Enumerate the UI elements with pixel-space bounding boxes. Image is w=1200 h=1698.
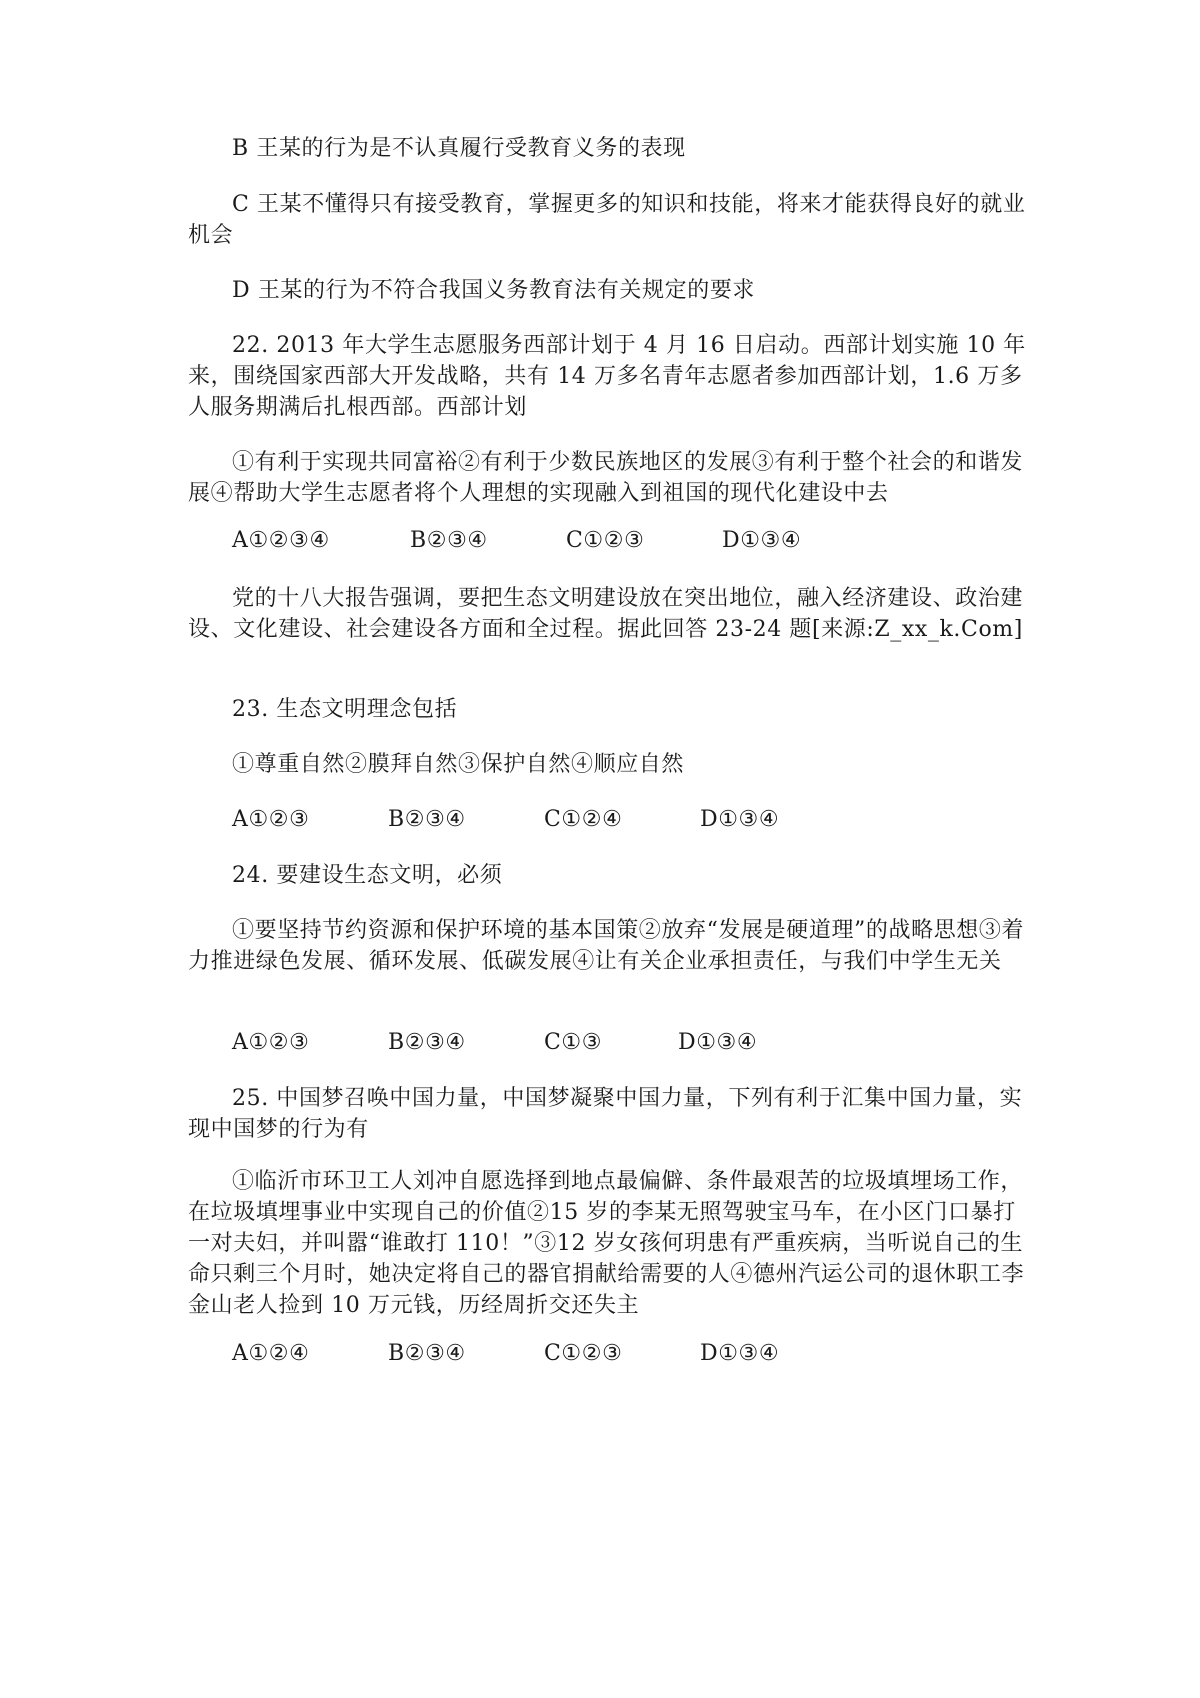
choice-c: C①③ bbox=[544, 1030, 603, 1055]
choice-b: B②③④ bbox=[388, 1030, 466, 1055]
option-d-text: D 王某的行为不符合我国义务教育法有关规定的要求 bbox=[232, 278, 756, 303]
choice-d: D①③④ bbox=[722, 528, 802, 553]
option-c-text: C 王某不懂得只有接受教育，掌握更多的知识和技能，将来才能获得良好的就业机会 bbox=[188, 192, 1026, 248]
choice-d: D①③④ bbox=[700, 807, 780, 832]
choice-c: C①②③ bbox=[566, 528, 645, 553]
question-23-stem: 23. 生态文明理念包括 bbox=[232, 697, 458, 722]
choice-a: A①②④ bbox=[232, 1341, 310, 1366]
choice-a: A①②③ bbox=[232, 1030, 310, 1055]
choice-d: D①③④ bbox=[678, 1030, 758, 1055]
question-24-stem: 24. 要建设生态文明，必须 bbox=[232, 863, 503, 888]
choice-c: C①②③ bbox=[544, 1341, 623, 1366]
choice-b: B②③④ bbox=[388, 1341, 466, 1366]
question-23-items: ①尊重自然②膜拜自然③保护自然④顺应自然 bbox=[232, 752, 685, 777]
intro-23-24: 党的十八大报告强调，要把生态文明建设放在突出地位，融入经济建设、政治建设、文化建设、社会建设各方面和全过程。据此回答 23-24 题[来源:Z_xx_k.Com] bbox=[188, 586, 1024, 642]
choice-a: A①②③④ bbox=[232, 528, 330, 553]
question-24-items: ①要坚持节约资源和保护环境的基本国策②放弃“发展是硬道理”的战略思想③着力推进绿色发展、循环发展、低碳发展④让有关企业承担责任，与我们中学生无关 bbox=[188, 918, 1025, 974]
choice-a: A①②③ bbox=[232, 807, 310, 832]
choice-c: C①②④ bbox=[544, 807, 623, 832]
question-25-stem: 25. 中国梦召唤中国力量，中国梦凝聚中国力量，下列有利于汇集中国力量，实现中国梦的行为有 bbox=[188, 1086, 1023, 1142]
question-22-items: ①有利于实现共同富裕②有利于少数民族地区的发展③有利于整个社会的和谐发展④帮助大学生志愿者将个人理想的实现融入到祖国的现代化建设中去 bbox=[188, 450, 1024, 506]
choice-d: D①③④ bbox=[700, 1341, 780, 1366]
question-25-items: ①临沂市环卫工人刘冲自愿选择到地点最偏僻、条件最艰苦的垃圾填埋场工作，在垃圾填埋事业中实现自己的价值②15 岁的李某无照驾驶宝马车，在小区门口暴打一对夫妇，并叫嚣“谁敢打 110！”③12 岁女孩何玥患有严重疾病，当听说自己的生命只剩三个月时，她决定将自己的器官捐献给需要的人④德州汽运公司的退休职工李金山老人捡到 10 万元钱，历经周折交还失主 bbox=[188, 1169, 1025, 1318]
option-b-text: B 王某的行为是不认真履行受教育义务的表现 bbox=[232, 136, 686, 161]
choice-b: B②③④ bbox=[388, 807, 466, 832]
question-22-stem: 22. 2013 年大学生志愿服务西部计划于 4 月 16 日启动。西部计划实施 10 年来，围绕国家西部大开发战略，共有 14 万多名青年志愿者参加西部计划，1.6 万多人服务期满后扎根西部。西部计划 bbox=[188, 333, 1026, 420]
choice-b: B②③④ bbox=[410, 528, 488, 553]
